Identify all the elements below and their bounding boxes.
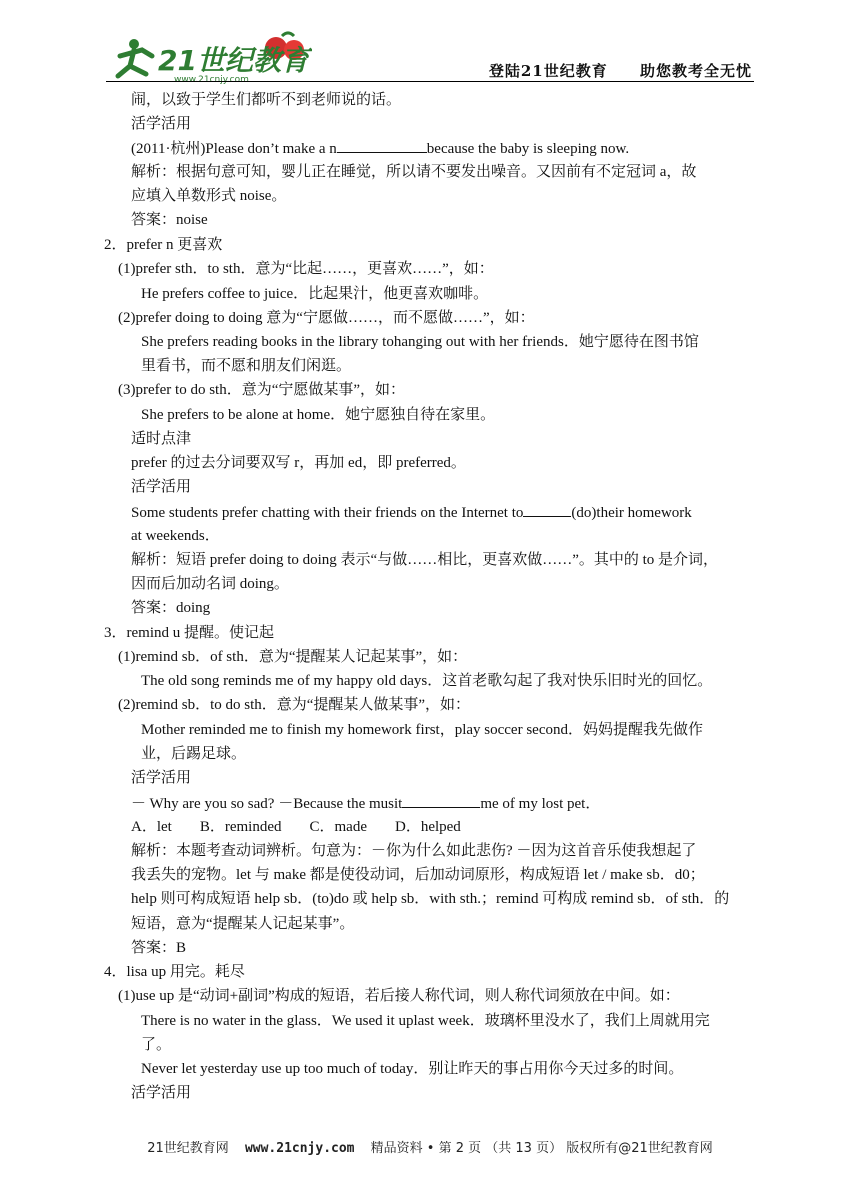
section-label: 活学活用 [131, 1085, 192, 1101]
text-line: prefer 的过去分词要双写 r，再加 ed，即 preferred。 [131, 455, 466, 471]
text-line: 闹，以致于学生们都听不到老师说的话。 [131, 92, 402, 108]
fill-blank [402, 793, 480, 808]
exercise-text: － Why are you so sad? －Because the musit [131, 796, 403, 812]
text-line: (1)use up 是“动词+副词”构成的短语，若后接人称代词，则人称代词须放在中间。如： [118, 988, 680, 1004]
exercise-text: (do)their homework [571, 505, 692, 521]
text-line: 解析：本题考查动词辨析。句意为：－你为什么如此悲伤? －因为这首音乐使我想起了 [131, 843, 697, 859]
exercise-line [131, 502, 692, 523]
item-heading: 2．prefer n 更喜欢 [104, 237, 223, 253]
section-label: 活学活用 [131, 116, 192, 132]
fill-blank [337, 138, 427, 153]
text-line: 因而后加动名词 doing。 [131, 576, 289, 592]
text-line: (2)remind sb．to do sth．意为“提醒某人做某事”，如： [118, 697, 471, 713]
text-line: help 则可构成短语 help sb．(to)do 或 help sb．with sth.；remind 可构成 remind sb．of sth．的 [131, 891, 730, 907]
text-line: 我丢失的宠物。let 与 make 都是使役动词，后加动词原形，构成短语 let / make sb．d0； [131, 867, 705, 883]
exercise-line [131, 138, 629, 159]
header-slogan [463, 60, 752, 81]
text-line: 短语，意为“提醒某人记起某事”。 [131, 916, 355, 932]
fill-blank [523, 502, 571, 517]
example-line: The old song reminds me of my happy old days．这首老歌勾起了我对快乐旧时光的回忆。 [141, 673, 713, 689]
item-heading: 4．lisa up 用完。耗尽 [104, 964, 245, 980]
text-line: (2)prefer doing to doing 意为“宁愿做……，而不愿做……”，如： [118, 310, 535, 326]
section-label: 活学活用 [131, 479, 192, 495]
example-line: 业，后踢足球。 [141, 746, 247, 762]
answer-line: 答案：noise [131, 212, 208, 228]
site-logo [112, 30, 312, 86]
example-line: 了。 [141, 1037, 172, 1053]
option-d: D．helped [394, 819, 461, 835]
section-label: 活学活用 [131, 770, 192, 786]
example-line: 里看书，而不愿和朋友们闲逛。 [141, 358, 352, 374]
example-line: She prefers reading books in the library tohanging out with her friends．她宁愿待在图书馆 [141, 334, 699, 350]
option-c: C．made [309, 819, 367, 835]
page-header [0, 0, 860, 92]
section-label: 适时点津 [131, 431, 192, 447]
options-line [131, 817, 489, 837]
example-line: Never let yesterday use up too much of today．别让昨天的事占用你今天过多的时间。 [141, 1061, 684, 1077]
option-a: A．let [131, 819, 172, 835]
exercise-text: because the baby is sleeping now. [426, 141, 630, 157]
exercise-line [131, 793, 600, 814]
exercise-text: me of my lost pet． [480, 796, 601, 812]
page-footer [0, 1137, 860, 1156]
example-line: There is no water in the glass．We used it uplast week．玻璃杯里没水了，我们上周就用完 [141, 1013, 710, 1029]
text-line: (1)prefer sth．to sth．意为“比起……，更喜欢……”，如： [118, 261, 494, 277]
answer-line: 答案：doing [131, 600, 211, 616]
footer-url[interactable]: www.21cnjy.com [244, 1141, 355, 1156]
example-line: He prefers coffee to juice．比起果汁，他更喜欢咖啡。 [141, 286, 489, 302]
item-heading: 3．remind u 提醒。使记起 [104, 625, 274, 641]
text-line: 应填入单数形式 noise。 [131, 188, 287, 204]
footer-info: 精品资料 • 第 2 页 （共 13 页） 版权所有@21世纪教育网 [370, 1141, 713, 1156]
exercise-text: (2011·杭州)Please don’t make a n [131, 141, 337, 157]
text-line: (3)prefer to do sth．意为“宁愿做某事”，如： [118, 382, 406, 398]
slogan-left: 登陆21世纪教育 [488, 62, 608, 80]
answer-line: 答案：B [131, 940, 187, 956]
footer-site: 21世纪教育网 [147, 1141, 229, 1156]
text-line: 解析：根据句意可知，婴儿正在睡觉，所以请不要发出噪音。又因前有不定冠词 a，故 [131, 164, 697, 180]
text-line: at weekends． [131, 528, 220, 544]
option-b: B．reminded [199, 819, 282, 835]
exercise-text: Some students prefer chatting with their friends on the Internet to [131, 505, 524, 521]
runner-icon [118, 39, 152, 76]
text-line: (1)remind sb．of sth．意为“提醒某人记起某事”，如： [118, 649, 468, 665]
logo-text: 21世纪教育 [158, 44, 309, 77]
example-line: She prefers to be alone at home．她宁愿独自待在家里。 [141, 407, 496, 423]
slogan-right: 助您教考全无忧 [639, 62, 752, 80]
example-line: Mother reminded me to finish my homework first，play soccer second．妈妈提醒我先做作 [141, 722, 703, 738]
logo-url: www.21cnjy.com [174, 75, 249, 85]
text-line: 解析：短语 prefer doing to doing 表示“与做……相比，更喜欢做……”。其中的 to 是介词， [131, 552, 719, 568]
header-divider [106, 81, 754, 82]
